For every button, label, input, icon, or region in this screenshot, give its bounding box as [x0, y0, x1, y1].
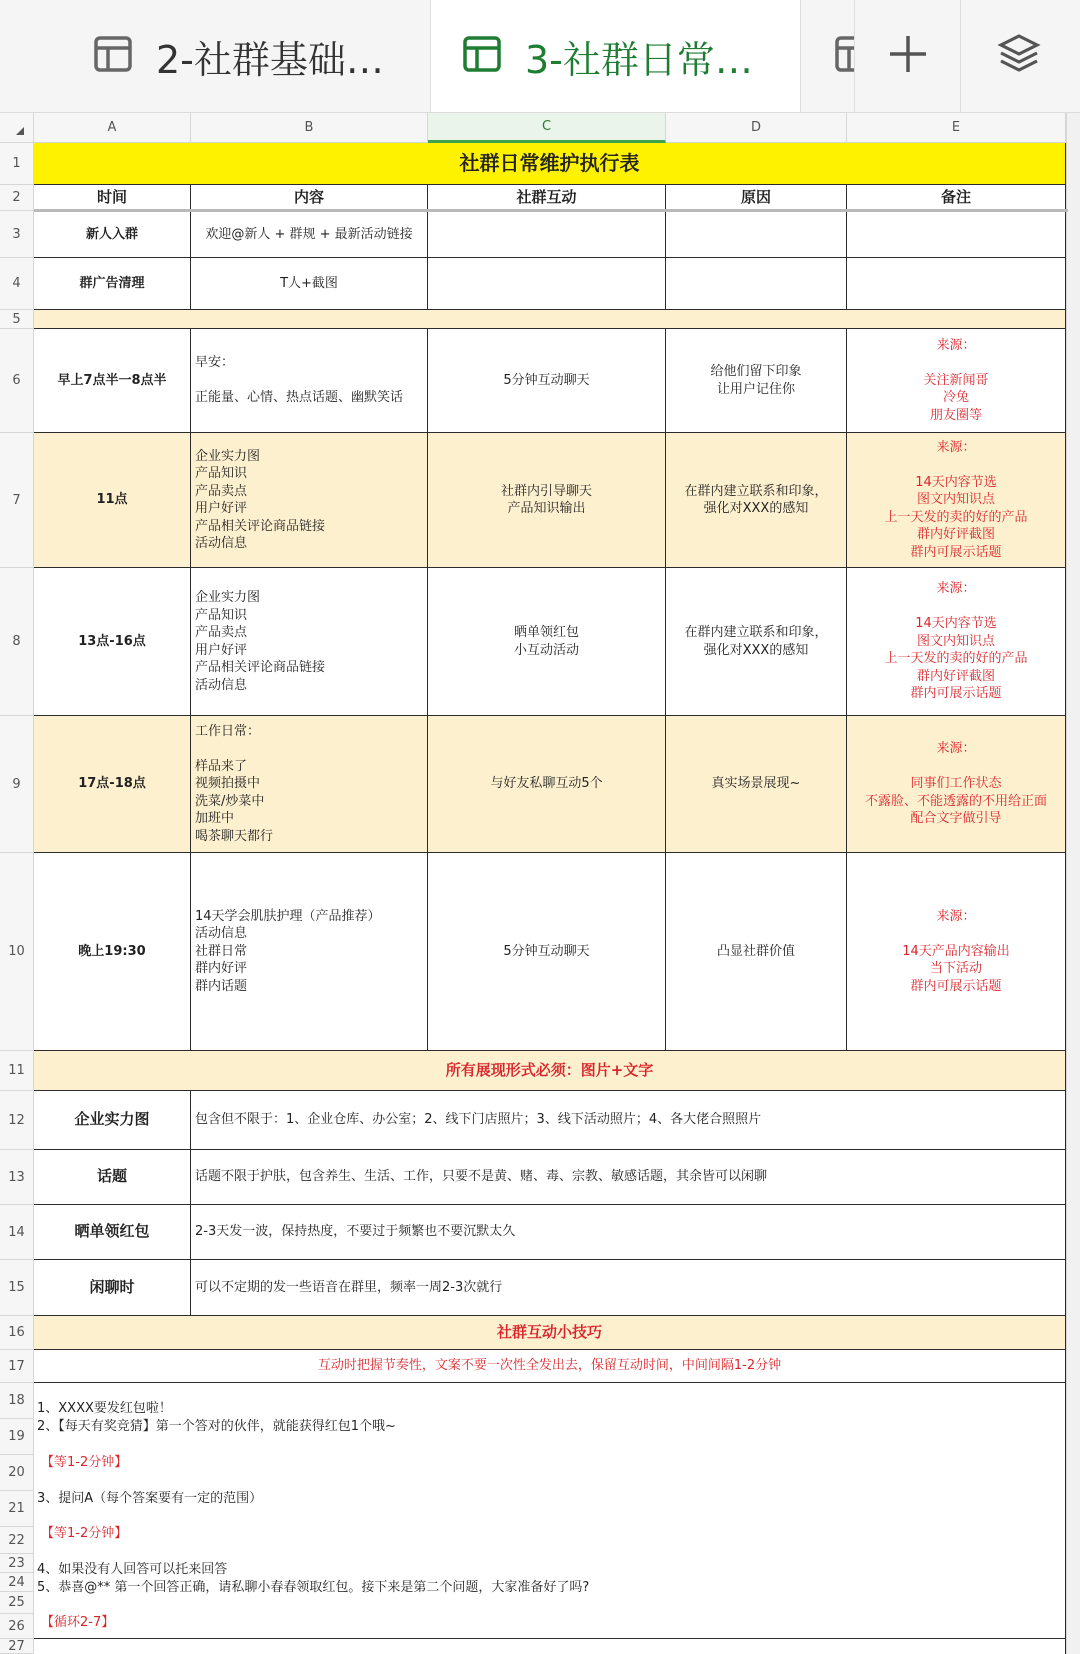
select-all-corner[interactable] — [0, 113, 34, 143]
cell-a15[interactable]: 闲聊时 — [34, 1260, 191, 1316]
cell-b12[interactable]: 包含但不限于：1、企业仓库、办公室；2、线下门店照片；3、线下活动照片；4、各大佬合照照片 — [191, 1091, 1066, 1150]
tab-sheet-2[interactable] — [60, 0, 430, 112]
cell-b15[interactable]: 可以不定期的发一些语音在群里，频率一周2-3次就行 — [191, 1260, 1066, 1316]
header-cell-interaction[interactable]: 社群互动 — [428, 185, 666, 211]
cell-a13[interactable]: 话题 — [34, 1150, 191, 1205]
tip-line: 4、如果没有人回答可以托来回答 — [37, 1562, 228, 1577]
layers-icon — [997, 32, 1041, 80]
row-header[interactable]: 15 — [0, 1260, 34, 1316]
spacer-row-5[interactable] — [34, 310, 1066, 329]
row-header[interactable]: 26 — [0, 1614, 34, 1639]
cell-e3[interactable] — [847, 212, 1066, 258]
row-header[interactable]: 9 — [0, 716, 34, 853]
cell-d3[interactable] — [666, 212, 847, 258]
row-header[interactable]: 21 — [0, 1491, 34, 1527]
cell-e4[interactable] — [847, 258, 1066, 310]
cell-d4[interactable] — [666, 258, 847, 310]
row-header[interactable]: 4 — [0, 258, 34, 310]
cell-b8[interactable]: 企业实力图 产品知识 产品卖点 用户好评 产品相关评论商品链接 活动信息 — [191, 568, 428, 716]
cell-a6[interactable]: 早上7点半一8点半 — [34, 329, 191, 433]
row-header[interactable]: 2 — [0, 185, 34, 211]
row-header[interactable]: 25 — [0, 1592, 34, 1614]
row-header[interactable]: 1 — [0, 143, 34, 185]
cell-d8[interactable]: 在群内建立联系和印象， 强化对XXX的感知 — [666, 568, 847, 716]
tip-wait-line: 【等1-2分钟】 — [41, 1526, 128, 1541]
header-cell-reason[interactable]: 原因 — [666, 185, 847, 211]
cell-e6[interactable]: 来源： 关注新闻哥 冷兔 朋友圈等 — [847, 329, 1066, 433]
row-header[interactable]: 18 — [0, 1383, 34, 1419]
cell-b14[interactable]: 2-3天发一波，保持热度，不要过于频繁也不要沉默太久 — [191, 1205, 1066, 1260]
cell-a3[interactable]: 新人入群 — [34, 212, 191, 258]
row-header[interactable]: 13 — [0, 1150, 34, 1205]
row-header[interactable]: 24 — [0, 1573, 34, 1592]
row-header[interactable]: 11 — [0, 1051, 34, 1091]
row-header[interactable]: 7 — [0, 433, 34, 568]
row-header[interactable]: 5 — [0, 310, 34, 329]
table-icon — [94, 35, 132, 77]
plus-icon — [886, 32, 930, 80]
row-header[interactable]: 23 — [0, 1554, 34, 1573]
header-cell-time[interactable]: 时间 — [34, 185, 191, 211]
tab-label: 3-社群日常… — [525, 37, 753, 82]
header-cell-content[interactable]: 内容 — [191, 185, 428, 211]
cell-b10[interactable]: 14天学会肌肤护理（产品推荐） 活动信息 社群日常 群内好评 群内话题 — [191, 853, 428, 1051]
cell-a14[interactable]: 晒单领红包 — [34, 1205, 191, 1260]
cell-c6[interactable]: 5分钟互动聊天 — [428, 329, 666, 433]
row-header[interactable]: 10 — [0, 853, 34, 1051]
tip-line: 3、提问A（每个答案要有一定的范围） — [37, 1491, 263, 1506]
row-header[interactable]: 8 — [0, 568, 34, 716]
cell-c10[interactable]: 5分钟互动聊天 — [428, 853, 666, 1051]
cell-a8[interactable]: 13点-16点 — [34, 568, 191, 716]
table-icon — [463, 35, 501, 77]
cell-a4[interactable]: 群广告清理 — [34, 258, 191, 310]
row-header[interactable]: 20 — [0, 1455, 34, 1491]
column-header-a[interactable]: A — [34, 113, 191, 143]
cell-row11-banner[interactable]: 所有展现形式必须：图片+文字 — [34, 1051, 1066, 1091]
tip-line: 1、XXXX要发红包啦！ — [37, 1401, 172, 1416]
tab-label: 2-社群基础… — [156, 37, 384, 82]
cell-e10[interactable]: 来源： 14天产品内容输出 当下活动 群内可展示话题 — [847, 853, 1066, 1051]
cell-row16-banner[interactable]: 社群互动小技巧 — [34, 1316, 1066, 1350]
cell-e9[interactable]: 来源： 同事们工作状态 不露脸、不能透露的不用给正面 配合文字做引导 — [847, 716, 1066, 853]
cell-d6[interactable]: 给他们留下印象 让用户记住你 — [666, 329, 847, 433]
cell-b6[interactable]: 早安： 正能量、心情、热点话题、幽默笑话 — [191, 329, 428, 433]
row-header[interactable]: 19 — [0, 1419, 34, 1455]
cell-e7[interactable]: 来源： 14天内容节选 图文内知识点 上一天发的卖的好的产品 群内好评截图 群内可展示话题 — [847, 433, 1066, 568]
sheet-list-button[interactable] — [961, 0, 1080, 112]
cell-row27[interactable] — [34, 1639, 1066, 1654]
cell-e8[interactable]: 来源： 14天内容节选 图文内知识点 上一天发的卖的好的产品 群内好评截图 群内可展示话题 — [847, 568, 1066, 716]
cell-a7[interactable]: 11点 — [34, 433, 191, 568]
cell-b4[interactable]: T人+截图 — [191, 258, 428, 310]
cell-c9[interactable]: 与好友私聊互动5个 — [428, 716, 666, 853]
row-header[interactable]: 17 — [0, 1350, 34, 1383]
cell-c8[interactable]: 晒单领红包 小互动活动 — [428, 568, 666, 716]
header-cell-notes[interactable]: 备注 — [847, 185, 1066, 211]
cell-c3[interactable] — [428, 212, 666, 258]
add-sheet-button[interactable] — [855, 0, 960, 112]
column-header-e[interactable]: E — [847, 113, 1066, 143]
tip-line: 2、【每天有奖竞猜】第一个答对的伙伴，就能获得红包1个哦~ — [37, 1419, 396, 1434]
row-header[interactable]: 22 — [0, 1527, 34, 1554]
cell-a10[interactable]: 晚上19:30 — [34, 853, 191, 1051]
row-header[interactable]: 16 — [0, 1316, 34, 1350]
cell-b13[interactable]: 话题不限于护肤，包含养生、生活、工作，只要不是黄、赌、毒、宗教、敏感话题，其余皆可以闲聊 — [191, 1150, 1066, 1205]
tip-wait-line: 【等1-2分钟】 — [41, 1455, 128, 1470]
cell-row17-note[interactable]: 互动时把握节奏性，文案不要一次性全发出去，保留互动时间，中间间隔1-2分钟 — [34, 1350, 1066, 1383]
cell-c7[interactable]: 社群内引导聊天 产品知识输出 — [428, 433, 666, 568]
cell-d10[interactable]: 凸显社群价值 — [666, 853, 847, 1051]
cell-d9[interactable]: 真实场景展现~ — [666, 716, 847, 853]
table-icon — [835, 35, 854, 77]
tip-line: 5、恭喜@** 第一个回答正确，请私聊小春春领取红包。接下来是第二个问题，大家准备好了吗? — [37, 1580, 590, 1595]
row-header[interactable]: 14 — [0, 1205, 34, 1260]
tab-sheet-3[interactable] — [431, 0, 800, 112]
cell-d7[interactable]: 在群内建立联系和印象， 强化对XXX的感知 — [666, 433, 847, 568]
tab-sheet-4-partial[interactable] — [801, 0, 854, 112]
row-header[interactable]: 3 — [0, 211, 34, 258]
sheet-tab-bar — [0, 0, 1080, 113]
column-header-b[interactable]: B — [191, 113, 428, 143]
cell-a9[interactable]: 17点-18点 — [34, 716, 191, 853]
column-header-c[interactable]: C — [428, 113, 666, 143]
row-header[interactable]: 12 — [0, 1091, 34, 1150]
cell-b7[interactable]: 企业实力图 产品知识 产品卖点 用户好评 产品相关评论商品链接 活动信息 — [191, 433, 428, 568]
tip-loop-line: 【循环2-7】 — [41, 1615, 115, 1630]
cell-b3[interactable]: 欢迎@新人 + 群规 + 最新活动链接 — [191, 212, 428, 258]
column-header-d[interactable]: D — [666, 113, 847, 143]
cell-c4[interactable] — [428, 258, 666, 310]
row-header[interactable]: 6 — [0, 329, 34, 433]
sheet-title-cell[interactable]: 社群日常维护执行表 — [34, 143, 1066, 185]
cell-a12[interactable]: 企业实力图 — [34, 1091, 191, 1150]
row-header[interactable]: 27 — [0, 1639, 34, 1654]
cell-b9[interactable]: 工作日常： 样品来了 视频拍摄中 洗菜/炒菜中 加班中 喝茶聊天都行 — [191, 716, 428, 853]
right-edge-strip — [1066, 113, 1080, 1654]
